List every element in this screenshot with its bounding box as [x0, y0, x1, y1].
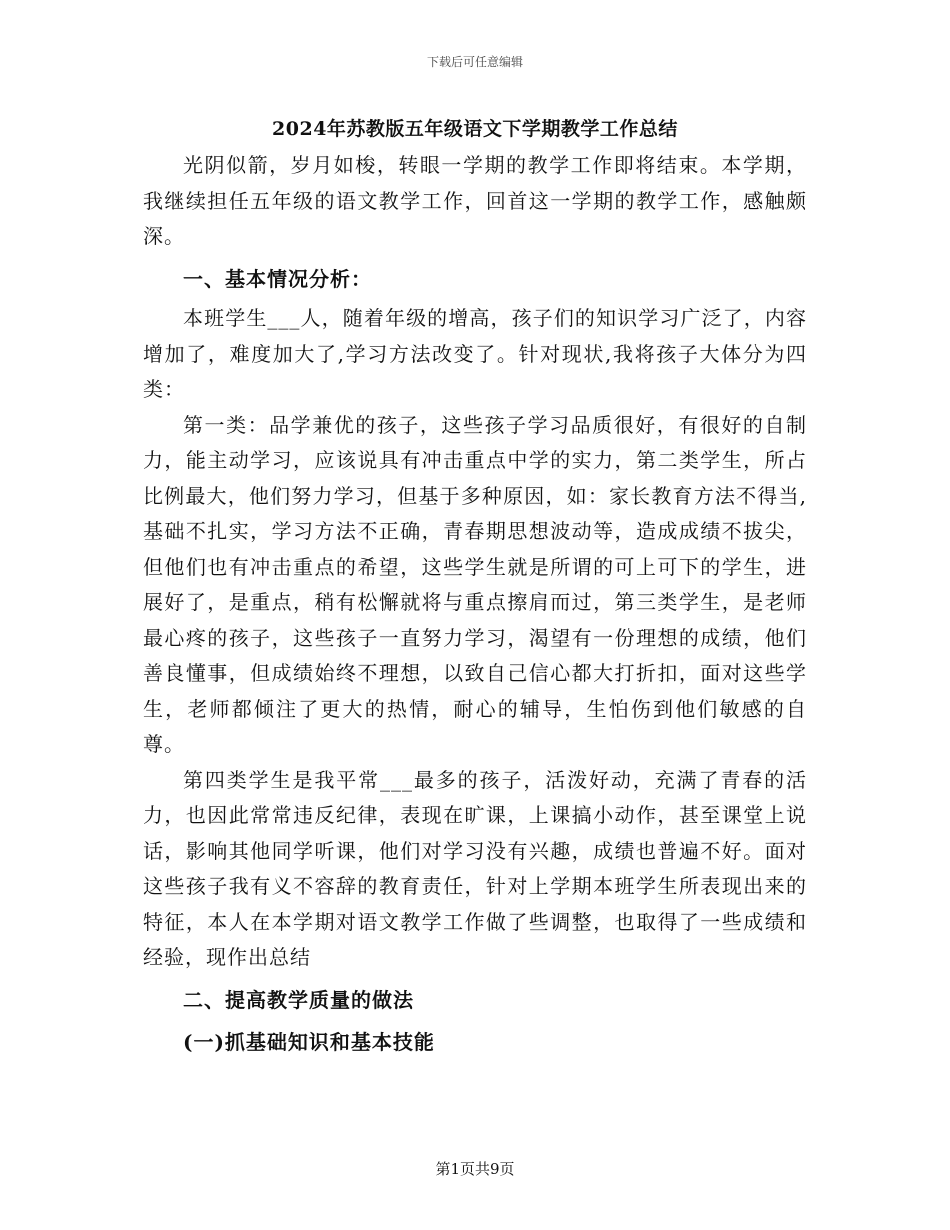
body-paragraph: 本班学生___人，随着年级的增高，孩子们的知识学习广泛了，内容增加了，难度加大了,学习方法改变了。针对现状,我将孩子大体分为四类： — [143, 306, 807, 401]
subsection-heading: (一)抓基础知识和基本技能 — [183, 1030, 435, 1054]
page-header: 下载后可任意编辑 — [426, 55, 523, 69]
intro-paragraph: 光阴似箭，岁月如梭，转眼一学期的教学工作即将结束。本学期，我继续担任五年级的语文教学工作，回首这一学期的教学工作，感触颇深。 — [143, 153, 807, 248]
document-body — [143, 148, 807, 1065]
section-heading-1: 一、基本情况分析： — [183, 266, 372, 291]
section-heading-2: 二、提高教学质量的做法 — [183, 987, 414, 1012]
body-paragraph: 第一类：品学兼优的孩子，这些孩子学习品质很好，有很好的自制力，能主动学习，应该说具有冲击重点中学的实力，第二类学生，所占比例最大，他们努力学习，但基于多种原因，如：家长教育方法不得当,基础不扎实，学习方法不正确，青春期思想波动等，造成成绩不拔尖，但他们也有冲击重点的希望，这些学生就是所谓的可上可下的学生，进展好了，是重点，稍有松懈就将与重点擦肩而过，第三类学生，是老师最心疼的孩子，这些孩子一直努力学习，渴望有一份理想的成绩，他们善良懂事，但成绩始终不理想，以致自己信心都大打折扣，面对这些学生，老师都倾注了更大的热情，耐心的辅导，生怕伤到他们敏感的自尊。 — [143, 412, 807, 756]
page-footer: 第1页共9页 — [435, 1160, 515, 1178]
body-paragraph: 第四类学生是我平常___最多的孩子，活泼好动，充满了青春的活力，也因此常常违反纪律，表现在旷课，上课搞小动作，甚至课堂上说话，影响其他同学听课，他们对学习没有兴趣，成绩也普遍不好。面对这些孩子我有义不容辞的教育责任，针对上学期本班学生所表现出来的特征，本人在本学期对语文教学工作做了些调整，也取得了一些成绩和经验，现作出总结 — [143, 767, 807, 969]
document-title: 2024年苏教版五年级语文下学期教学工作总结 — [272, 118, 678, 140]
